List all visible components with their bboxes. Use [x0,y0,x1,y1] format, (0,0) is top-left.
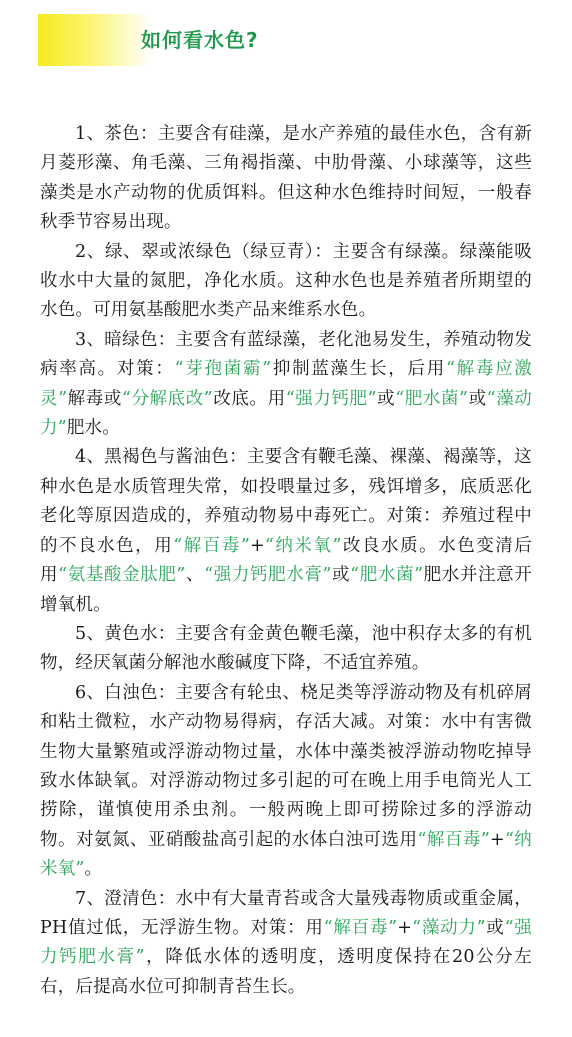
paragraph-text: 或 [468,388,487,409]
paragraph-text: 抑制蓝藻生长，后用 [271,359,446,380]
product-name: “分解底改” [121,388,213,409]
paragraph-tea-color [40,120,532,238]
paragraph-text: 肥水并注意开增氧机。 [40,565,532,615]
paragraph-text: 改良水质。水色变清后用 [40,535,533,586]
paragraph-text: 6、白浊色：主要含有轮虫、桡足类等浮游动物及有机碎屑和粘土微粒，水产动物易得病，存活大减。对策：水中有害微生物大量繁殖或浮游动物过量，水体中藻类被浮游动物吃掉导致水体缺氧。对浮游动物过多引起的可在晚上用手电筒光人工捞除，谨慎使用杀虫剂。一般两晚上即可捞除过多的浮游动物。对氨氮、亚硝酸盐高引起的水体白浊可选用 [40,682,532,850]
paragraph-text: 肥水。 [66,418,120,439]
paragraph-green-color [40,238,532,326]
paragraph-black-brown-color [40,443,532,619]
product-name: “强力钙肥” [285,388,377,409]
product-name: “藻动力” [40,388,532,439]
paragraph-text: 1、茶色：主要含有硅藻，是水产养殖的最佳水色，含有新月菱形藻、角毛藻、三角褐指藻、中肋骨藻、小球藻等，这些藻类是水产动物的优质饵料。但这种水色维持时间短，一般春秋季节容易出现。 [40,124,532,233]
paragraph-text: 3、暗绿色：主要含有蓝绿藻，老化池易发生，养殖动物发病率高。对策： [40,329,532,380]
product-name: “纳米氧” [40,829,532,880]
paragraph-text: 。 [84,859,103,880]
product-name: “肥水菌” [395,388,469,409]
paragraph-dark-green-color [40,326,532,444]
product-name: “强力钙肥水膏” [40,917,532,968]
paragraph-text: + [397,917,413,938]
product-name: “解百毒” [323,917,398,938]
title-highlight-bar [38,14,150,66]
paragraph-text: 或 [376,388,396,409]
paragraph-clear-color [40,885,532,1003]
page-title: 如何看水色? [141,28,259,52]
product-name: “藻动力” [412,917,486,938]
product-name: “氨基酸金肽肥” [58,565,186,586]
paragraph-text: 7、澄清色：水中有大量青苔或含大量残毒物质或重金属，PH值过低，无浮游生物。对策：用 [40,888,532,938]
paragraph-text: + [489,829,505,850]
paragraph-text: 5、黄色水：主要含有金黄色鞭毛藻，池中积存太多的有机物，经厌氧菌分解池水酸碱度下降，不适宜养殖。 [40,623,532,674]
product-name: “芽孢菌霸” [174,359,272,380]
paragraph-text: 或 [485,917,505,938]
paragraph-white-turbid-color [40,679,532,885]
paragraph-text: 2、绿、翠或浓绿色（绿豆青）：主要含有绿藻。绿藻能吸收水中大量的氮肥，净化水质。这种水色也是养殖者所期望的水色。可用氨基酸肥水类产品来维系水色。 [40,241,532,321]
paragraph-text: 改底。用 [212,388,286,409]
product-name: “解毒应激灵” [40,359,532,409]
paragraph-text: 解毒或 [67,388,122,409]
product-name: “强力钙肥水膏” [204,565,332,586]
product-name: “纳米氧” [264,535,342,556]
product-name: “解百毒” [173,535,251,556]
paragraph-text: ，降低水体的透明度，透明度保持在20公分左右，后提高水位可抑制青苔生长。 [40,947,533,997]
paragraph-text: 4、黑褐色与酱油色：主要含有鞭毛藻、裸藻、褐藻等，这种水色是水质管理失常，如投喂量过多，残饵增多，底质恶化老化等原因造成的，养殖动物易中毒死亡。对策：养殖过程中的不良水色，用 [40,447,532,556]
product-name: “解百毒” [417,829,490,850]
paragraph-text: 或 [331,565,351,586]
paragraph-yellow-color [40,620,532,679]
product-name: “肥水菌” [350,565,424,586]
paragraph-text: + [250,535,265,556]
paragraph-text: 、 [185,565,205,586]
article-body [40,120,532,1002]
